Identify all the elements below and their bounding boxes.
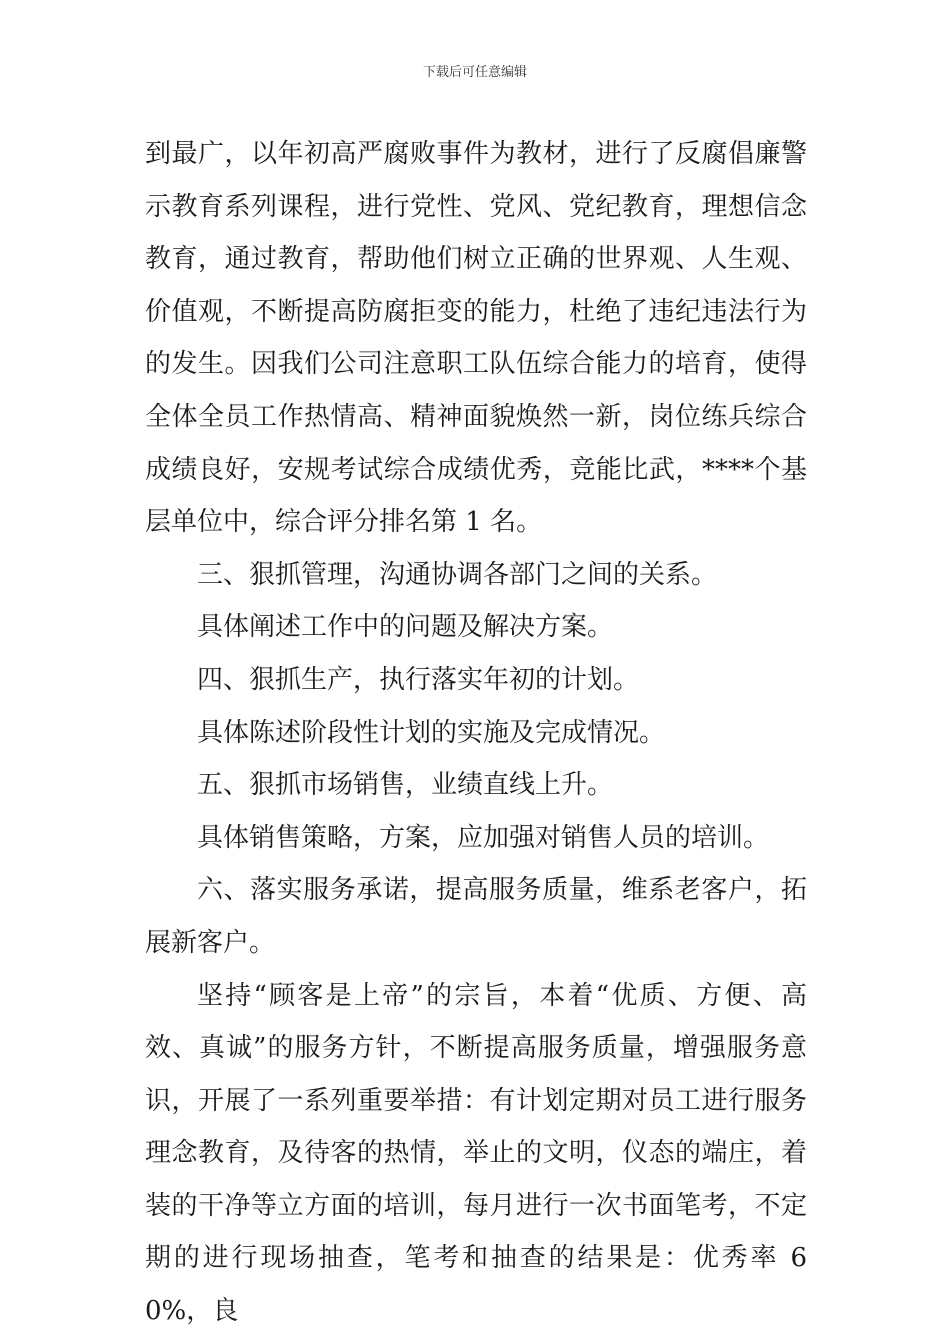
page-header: 下载后可任意编辑 [422, 65, 527, 80]
document-body [145, 128, 807, 1338]
heading-section-three: 三、狠抓管理，沟通协调各部门之间的关系。 [197, 559, 718, 590]
paragraph-service-quality: 坚持“顾客是上帝”的宗旨，本着“优质、方便、高效、真诚”的服务方针，不断提高服务质量，增强服务意识，开展了一系列重要举措：有计划定期对员工进行服务理念教育，及待客的热情，举止的文明，仪态的端庄，着装的干净等立方面的培训，每月进行一次书面笔考，不定期的进行现场抽查，笔考和抽查的结果是：优秀率 60%，良 [145, 980, 807, 1327]
paragraph-section-four-detail: 具体陈述阶段性计划的实施及完成情况。 [197, 717, 666, 748]
paragraph-section-three-detail: 具体阐述工作中的问题及解决方案。 [197, 612, 614, 643]
paragraph-party-education: 到最广，以年初高严腐败事件为教材，进行了反腐倡廉警示教育系列课程，进行党性、党风、党纪教育，理想信念教育，通过教育，帮助他们树立正确的世界观、人生观、价值观，不断提高防腐拒变的能力，杜绝了违纪违法行为的发生。因我们公司注意职工队伍综合能力的培育，使得全体全员工作热情高、精神面貌焕然一新，岗位练兵综合成绩良好，安规考试综合成绩优秀，竞能比武，****个基层单位中，综合评分排名第 1 名。 [145, 139, 807, 538]
heading-section-four: 四、狠抓生产，执行落实年初的计划。 [197, 664, 640, 695]
heading-section-six: 六、落实服务承诺，提高服务质量，维系老客户，拓展新客户。 [145, 875, 807, 958]
heading-section-five: 五、狠抓市场销售，业绩直线上升。 [197, 770, 614, 801]
paragraph-section-five-detail: 具体销售策略，方案，应加强对销售人员的培训。 [197, 822, 770, 853]
